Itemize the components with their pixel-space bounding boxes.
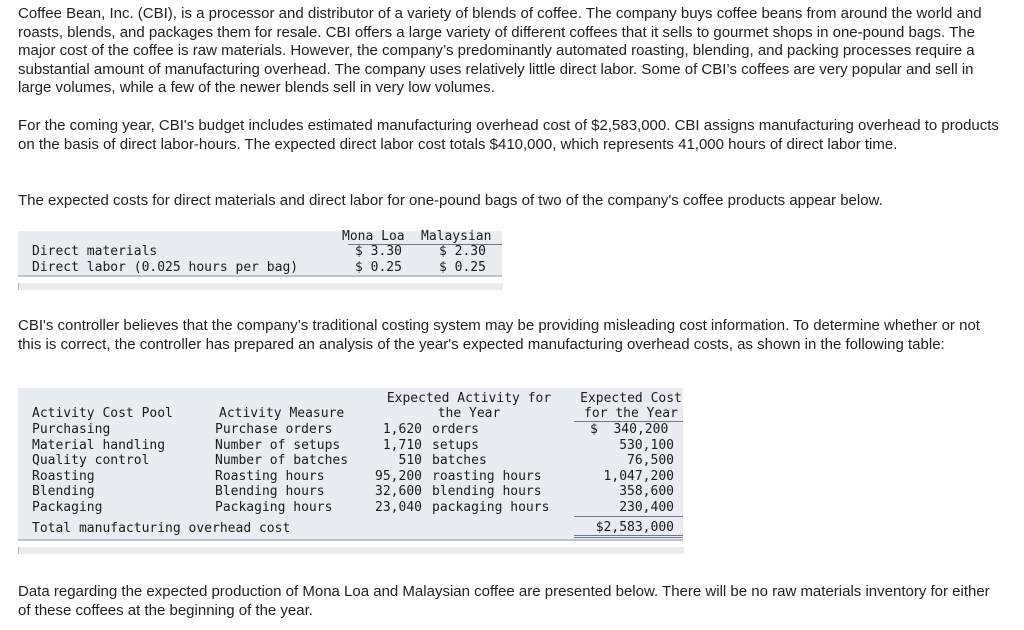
expected-cost: 1,047,200: [603, 469, 674, 484]
activity-qty: 1,620: [382, 422, 422, 437]
mona-loa-value: $ 3.30: [355, 244, 402, 259]
budget-paragraph: For the coming year, CBI's budget includes estimated manufacturing overhead cost of $2,583,000. CBI assigns manufacturing overhead to products on the basis of direct labor-hours. The expected direct labor cost totals $410,000, which represents 41,000 hours of direct labor time.: [18, 117, 999, 153]
subtotal-rule: [574, 516, 683, 517]
activity-measure: Roasting hours: [215, 469, 325, 484]
header-expected-cost: Expected Cost: [580, 391, 682, 406]
header-expected-activity-2: the Year: [437, 406, 501, 421]
header-cost-pool: Activity Cost Pool: [32, 406, 173, 421]
cost-pool: Quality control: [32, 453, 150, 468]
activity-unit: blending hours: [432, 484, 542, 499]
controller-paragraph: CBI's controller believes that the company’s traditional costing system may be providing misleading cost information. To determine whether or not this is correct, the controller has prepared an analysis of the year's expected manufacturing overhead costs, as shown in the following table:: [18, 317, 980, 353]
expected-costs-paragraph: The expected costs for direct materials and direct labor for one-pound bags of two of the company's coffee products appear below.: [18, 192, 883, 209]
cost-pool: Purchasing: [32, 422, 111, 437]
activity-unit: roasting hours: [432, 469, 542, 484]
activity-measure: Purchase orders: [215, 422, 333, 437]
table-scrollbar[interactable]: [18, 283, 503, 290]
total-double-rule-top: [574, 535, 683, 536]
activity-qty: 95,200: [375, 469, 422, 484]
malaysian-value: $ 0.25: [439, 260, 486, 275]
total-label: Total manufacturing overhead cost: [32, 521, 291, 536]
cost-pool: Material handling: [32, 438, 166, 453]
row-label: Direct labor (0.025 hours per bag): [32, 260, 299, 275]
activity-measure: Packaging hours: [215, 500, 333, 515]
header-expected-activity: Expected Activity for: [386, 391, 552, 406]
malaysian-value: $ 2.30: [439, 244, 486, 259]
activity-measure: Blending hours: [215, 484, 325, 499]
total-cost: $2,583,000: [595, 520, 674, 535]
production-paragraph: Data regarding the expected production of Mona Loa and Malaysian coffee are presented below. There will be no raw materials inventory for either of these coffees at the beginning of the year.: [18, 583, 990, 619]
intro-paragraph: Coffee Bean, Inc. (CBI), is a processor and distributor of a variety of blends of coffee. The company buys coffee beans from around the world and roasts, blends, and packages them for resale. CBI offers a large variety of different coffees that it sells to gourmet shops in one-pound bags. The major cost of the coffee is raw materials. However, the company’s predominantly automated roasting, blending, and packing processes require a substantial amount of manufacturing overhead. The company uses relatively little direct labor. Some of CBI’s coffees are very popular and sell in large volumes, while a few of the newer blends sell in very low volumes.: [18, 5, 982, 96]
mona-loa-value: $ 0.25: [355, 260, 402, 275]
activity-measure: Number of batches: [215, 453, 349, 468]
table-bottom-rule: [18, 275, 502, 277]
product-cost-table: [18, 229, 502, 277]
table-scrollbar[interactable]: [18, 547, 684, 554]
cost-pool: Roasting: [32, 469, 95, 484]
cost-pool: Packaging: [32, 500, 103, 515]
table-bottom-rule: [18, 539, 683, 541]
activity-unit: batches: [432, 453, 487, 468]
activity-unit: packaging hours: [432, 500, 550, 515]
expected-cost: 230,400: [619, 500, 674, 515]
header-malaysian: Malaysian: [421, 229, 492, 244]
cost-pool: Blending: [32, 484, 95, 499]
expected-cost: $ 340,200: [590, 422, 669, 437]
overhead-table: [18, 388, 683, 548]
activity-qty: 510: [398, 453, 422, 468]
activity-unit: orders: [432, 422, 479, 437]
activity-qty: 23,040: [375, 500, 422, 515]
header-expected-cost-2: for the Year: [584, 406, 678, 421]
row-label: Direct materials: [32, 244, 158, 259]
activity-qty: 1,710: [382, 438, 422, 453]
header-activity-measure: Activity Measure: [219, 406, 345, 421]
expected-cost: 76,500: [627, 453, 674, 468]
expected-cost: 358,600: [619, 484, 674, 499]
expected-cost: 530,100: [619, 438, 674, 453]
activity-qty: 32,600: [375, 484, 422, 499]
activity-measure: Number of setups: [215, 438, 341, 453]
total-double-rule-bottom: [574, 537, 683, 538]
activity-unit: setups: [432, 438, 479, 453]
header-mona-loa: Mona Loa: [342, 229, 405, 244]
